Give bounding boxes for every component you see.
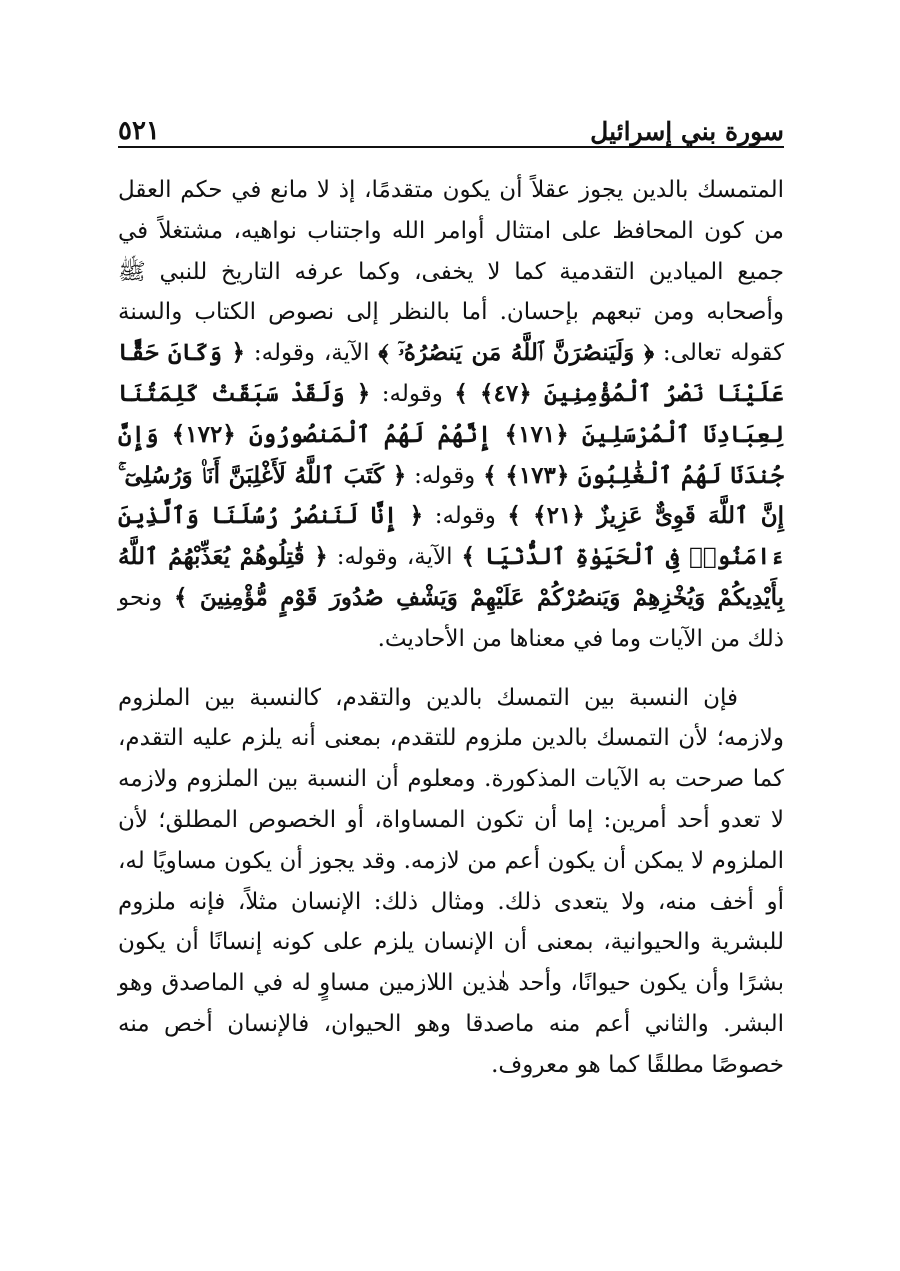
quran-verse: ﴿ قَٰتِلُوهُمْ يُعَذِّبْهُمُ ٱللَّهُ بِأَيْدِيكُمْ وَيُخْزِهِمْ وَيَنصُرْكُمْ عَلَيْهِمْ وَيَشْفِ صُدُورَ قَوْمٍ مُّؤْمِنِينَ ﴾ [118, 543, 784, 611]
page [118, 100, 784, 1086]
quran-verse: ﴿ وَلَيَنصُرَنَّ ٱللَّهُ مَن يَنصُرُهُۥٓ ﴾ [378, 339, 655, 367]
text-segment: الآية، وقوله: [244, 340, 379, 367]
paragraph-2: فإن النسبة بين التمسك بالدين والتقدم، كالنسبة بين الملزوم ولازمه؛ لأن التمسك بالدين ملزوم للتقدم، بمعنى أنه يلزم عليه التقدم، كما صرحت به الآيات المذكورة. ومعلوم أن النسبة بين الملزوم ولازمه لا تعدو أحد أمرين: إما أن تكون المساواة، أو الخصوص المطلق؛ لأن الملزوم لا يمكن أن يكون أعم من لازمه. وقد يجوز أن يكون مساويًا له، أو أخف منه، ولا يتعدى ذلك. ومثال ذلك: الإنسان مثلاً، فإنه ملزوم للبشرية والحيوانية، بمعنى أن الإنسان يلزم على كونه إنسانًا أن يكون بشرًا وأن يكون حيوانًا، وأحد هٰذين اللازمين مساوٍ له في الماصدق وهو البشر. والثاني أعم منه ماصدقا وهو الحيوان، فالإنسان أخص منه خصوصًا مطلقًا كما هو معروف. [118, 684, 784, 1078]
paragraph-1 [118, 170, 784, 660]
quran-verse: ﴿ إِنَّا لَنَنصُرُ رُسُلَنَا وَٱلَّذِينَ ءَامَنُوا۟ فِى ٱلْحَيَوٰةِ ٱلدُّنْيَا ﴾ [118, 502, 784, 571]
text-segment: الآية، وقوله: [327, 544, 462, 571]
page-header [118, 100, 784, 148]
quran-verse: ﴿ كَتَبَ ٱللَّهُ لَأَغْلِبَنَّ أَنَا۠ وَرُسُلِىٓ ۚ إِنَّ ٱللَّهَ قَوِىٌّ عَزِيزٌ ﴿٢١﴾ ﴾ [118, 461, 785, 530]
text-segment: ونحو ذلك من الآيات وما في معناها من الأحاديث. [118, 584, 784, 652]
running-title: سورة بني إسرائيل [590, 117, 784, 146]
page-number: ٥٢١ [118, 116, 160, 146]
quran-verse: ﴿ وَكَانَ حَقًّا عَلَيْنَا نَصْرُ ٱلْمُؤْمِنِينَ ﴿٤٧﴾ ﴾ [118, 339, 784, 407]
text-segment: وقوله: [406, 462, 484, 489]
text-segment: المتمسك بالدين يجوز عقلاً أن يكون متقدمًا، إذ لا مانع في حكم العقل من كون المحافظ على امتثال أوامر الله واجتناب نواهيه، مشتغلاً في جميع الميادين التقدمية كما لا يخفى، وكما عرفه التاريخ للنبي ﷺ وأصحابه ومن تبعهم بإحسان. أما بالنظر إلى نصوص الكتاب والسنة كقوله تعالى: [118, 177, 785, 367]
text-segment: وقوله: [423, 503, 508, 530]
quran-verse: ﴿ وَلَقَدْ سَبَقَتْ كَلِمَتُنَا لِعِبَادِنَا ٱلْمُرْسَلِينَ ﴿١٧١﴾ إِنَّهُمْ لَهُمُ ٱلْمَنصُورُونَ ﴿١٧٢﴾ وَإِنَّ جُندَنَا لَهُمُ ٱلْغَٰلِبُونَ ﴿١٧٣﴾ ﴾ [118, 379, 785, 489]
text-segment: وقوله: [370, 380, 455, 407]
